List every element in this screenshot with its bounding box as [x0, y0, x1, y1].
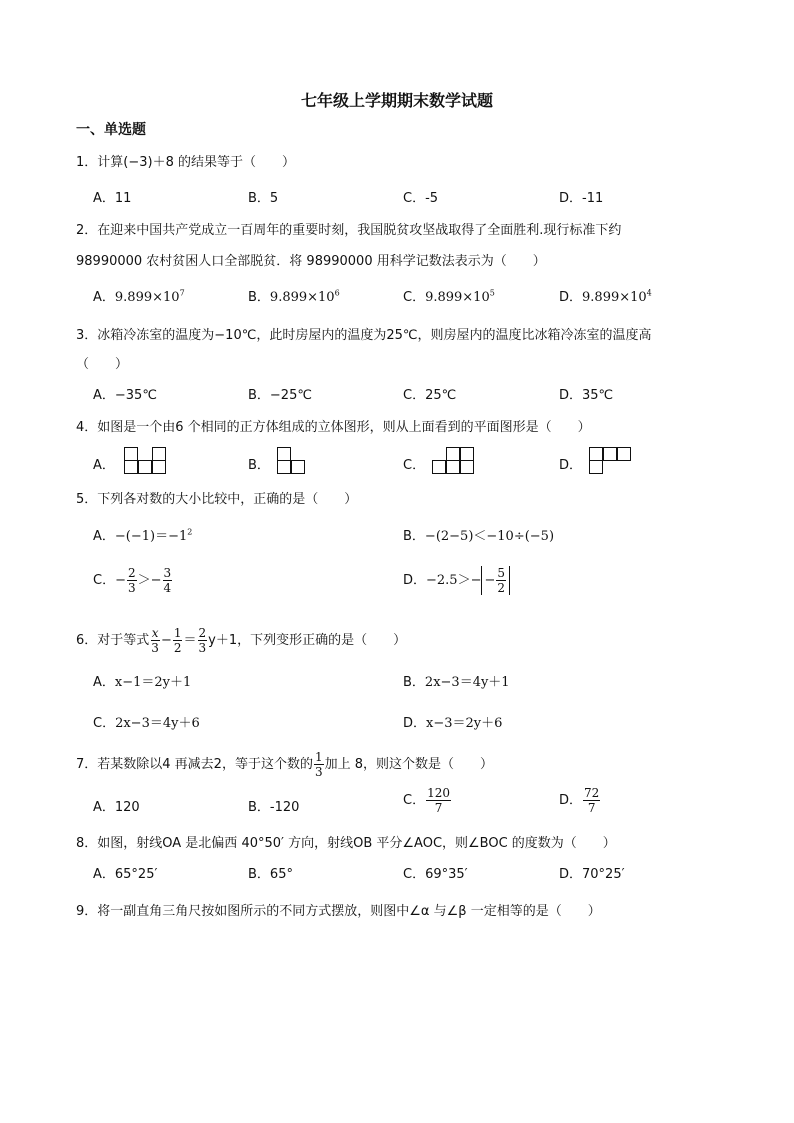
question-2 [76, 219, 621, 238]
question-9 [76, 900, 601, 919]
option-label: B． [403, 675, 425, 690]
question-number: 3． [76, 328, 98, 343]
option-label: A． [93, 529, 115, 544]
option-label: D． [403, 716, 427, 731]
option-label: D． [403, 573, 427, 588]
question-3 [76, 324, 651, 343]
question-4 [76, 416, 591, 435]
exponent: 7 [179, 288, 185, 298]
fraction: $\frac{120}{7}$ [427, 786, 450, 815]
question-number: 2． [76, 223, 98, 238]
exponent: 6 [334, 288, 340, 298]
option-label: C． [93, 573, 116, 588]
question-number: 1． [76, 155, 98, 170]
q1-option-a[interactable]: A．11 [93, 191, 132, 206]
question-text: 在迎来中国共产党成立一百周年的重要时刻，我国脱贫攻坚战取得了全面胜利.现行标准下约 [97, 223, 622, 238]
option-label: D． [559, 290, 583, 305]
q4-option-b[interactable]: B． [248, 458, 270, 473]
page-title: 七年级上学期期末数学试题 [300, 91, 493, 110]
question-number: 8． [76, 836, 98, 851]
question-text: y＋1，下列变形正确的是（ ） [208, 633, 407, 648]
option-value: −2.5＞− [426, 573, 482, 588]
option-value: 9.899×10 [114, 290, 180, 305]
fraction: $\frac{1}{3}$ [314, 750, 323, 779]
fraction: $\frac{2}{3}$ [198, 626, 207, 655]
q6-option-a[interactable] [93, 671, 191, 690]
fraction: $\frac{72}{7}$ [584, 786, 600, 815]
q7-option-c[interactable] [403, 786, 452, 815]
q4-option-b-figure [277, 447, 307, 475]
question-7 [76, 750, 493, 779]
exponent: 4 [646, 288, 652, 298]
option-value: 2x−3＝4y＋6 [115, 716, 200, 731]
absolute-value: − $\frac{5}{2}$ [481, 566, 510, 595]
question-text: 如图是一个由6 个相同的正方体组成的立体图形，则从上面看到的平面图形是（ ） [97, 420, 591, 435]
question-text: 若某数除以4 再减去2，等于这个数的 [97, 757, 313, 772]
q8-option-b[interactable]: B．65° [248, 867, 293, 882]
question-1 [76, 151, 295, 170]
q2-option-a[interactable] [93, 286, 185, 305]
q1-option-d[interactable]: D．-11 [559, 191, 604, 206]
q1-option-b[interactable]: B．5 [248, 191, 279, 206]
question-text: 对于等式 [97, 633, 150, 648]
question-text: 计算(−3)＋8 的结果等于（ ） [97, 155, 295, 170]
q2-option-d[interactable] [559, 286, 652, 305]
option-label: B． [248, 290, 270, 305]
question-number: 7． [76, 757, 98, 772]
q7-option-d[interactable] [559, 786, 601, 815]
q4-option-a-figure [124, 447, 168, 475]
operator: ＞− [137, 573, 162, 588]
question-text: 如图，射线OA 是北偏西 40°50′ 方向，射线OB 平分∠AOC，则∠BOC 的度数为（ ） [97, 836, 616, 851]
exponent: 2 [187, 527, 193, 537]
q6-option-d[interactable] [403, 712, 502, 731]
question-5 [76, 488, 357, 507]
q3-option-b[interactable]: B．−25℃ [248, 388, 312, 403]
option-value: 9.899×10 [425, 290, 490, 305]
q4-option-a[interactable]: A． [93, 458, 115, 473]
q3-option-c[interactable]: C．25℃ [403, 388, 457, 403]
option-value: x−1＝2y＋1 [114, 675, 192, 690]
q2-option-b[interactable] [248, 286, 340, 305]
question-text: 将一副直角三角尺按如图所示的不同方式摆放，则图中∠α 与∠β 一定相等的是（ ） [97, 904, 601, 919]
question-text: 加上 8，则这个数是（ ） [324, 757, 494, 772]
question-6: 6．对于等式 $\frac{x}{3}$ − $\frac{1}{2}$ ＝ $\frac{2}{3}$ y＋1，下列变形正确的是（ ） [76, 626, 407, 655]
q6-option-c[interactable] [93, 712, 200, 731]
q4-option-c-figure [432, 447, 476, 475]
q8-option-d[interactable]: D．70°25′ [559, 867, 625, 882]
question-number: 4． [76, 420, 98, 435]
q8-option-c[interactable]: C．69°35′ [403, 867, 468, 882]
option-value: x−3＝2y＋6 [426, 716, 503, 731]
option-label: C． [93, 716, 116, 731]
exponent: 5 [489, 288, 495, 298]
section-heading: 一、单选题 [76, 122, 146, 138]
question-text: 冰箱冷冻室的温度为−10℃，此时房屋内的温度为25℃，则房屋内的温度比冰箱冷冻室的温度高 [97, 328, 652, 343]
option-label: B． [403, 529, 425, 544]
question-2-line2: 98990000 农村贫困人口全部脱贫．将 98990000 用科学记数法表示为（ ） [76, 254, 546, 269]
q5-option-d[interactable] [403, 566, 510, 595]
question-number: 9． [76, 904, 98, 919]
question-number: 6． [76, 633, 98, 648]
fraction: $\frac{x}{3}$ [151, 626, 159, 655]
question-number: 5． [76, 492, 98, 507]
q5-option-c[interactable]: C．− $\frac{2}{3}$ ＞− $\frac{3}{4}$ [93, 566, 172, 595]
q3-option-a[interactable]: A．−35℃ [93, 388, 157, 403]
option-label: D． [559, 793, 583, 808]
q7-option-a[interactable]: A．120 [93, 800, 140, 815]
q4-option-d[interactable]: D． [559, 458, 583, 473]
q8-option-a[interactable]: A．65°25′ [93, 867, 158, 882]
q2-option-c[interactable] [403, 286, 495, 305]
fraction: $\frac{3}{4}$ [163, 566, 172, 595]
q1-option-c[interactable]: C．-5 [403, 191, 439, 206]
q3-option-d[interactable]: D．35℃ [559, 388, 614, 403]
question-8 [76, 832, 616, 851]
option-value: −(2−5)＜−10÷(−5) [424, 529, 555, 544]
option-value: 9.899×10 [269, 290, 335, 305]
q4-option-d-figure [589, 447, 635, 475]
option-label: A． [93, 675, 115, 690]
option-value: −(−1)＝−1 [114, 529, 188, 544]
fraction: $\frac{2}{3}$ [127, 566, 136, 595]
q5-option-b[interactable] [403, 525, 554, 544]
option-label: C． [403, 290, 426, 305]
q5-option-a[interactable] [93, 525, 192, 544]
fraction: $\frac{1}{2}$ [173, 626, 182, 655]
question-text: 下列各对数的大小比较中，正确的是（ ） [97, 492, 358, 507]
q4-option-c[interactable]: C． [403, 458, 426, 473]
q6-option-b[interactable] [403, 671, 510, 690]
q7-option-b[interactable]: B．-120 [248, 800, 300, 815]
option-value: 2x−3＝4y＋1 [424, 675, 510, 690]
option-value: 9.899×10 [582, 290, 647, 305]
option-label: C． [403, 793, 426, 808]
option-label: A． [93, 290, 115, 305]
question-3-line2: （ ） [76, 357, 129, 372]
